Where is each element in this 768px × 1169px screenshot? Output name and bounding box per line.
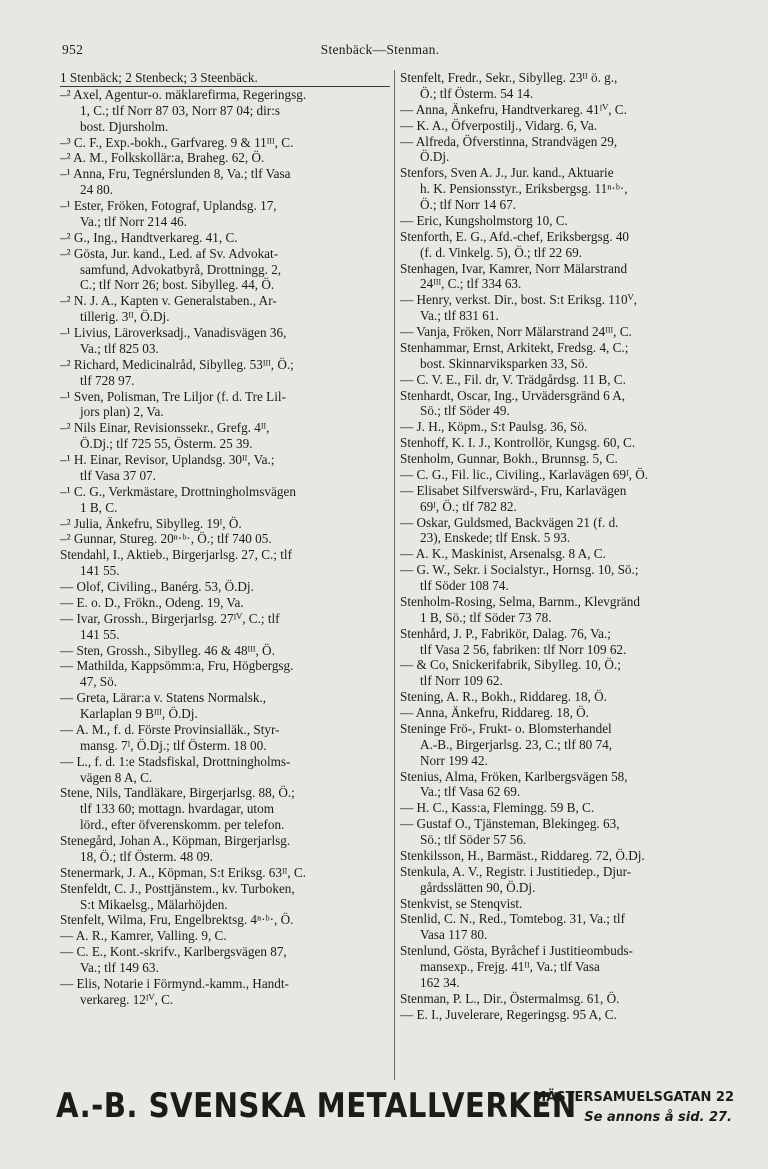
directory-line: — E. I., Juvelerare, Regeringsg. 95 A, C. [400,1006,617,1022]
directory-line: Stenegård, Johan A., Köpman, Birgerjarlsg. [60,833,291,848]
directory-line: bost. Djursholm. [80,118,169,134]
directory-line: 141 55. [80,626,120,642]
directory-line: mansexp., Frejg. 41ᴵᴵ, Va.; tlf Vasa [420,959,600,974]
directory-line: Stenhagen, Ivar, Kamrer, Norr Mälarstrand [400,260,628,276]
directory-line: Karlaplan 9 Bᴵᴵᴵ, Ö.Dj. [80,706,198,721]
directory-line: — A. R., Kamrer, Valling. 9, C. [60,928,227,944]
directory-line: Stenfors, Sven A. J., Jur. kand., Aktuarie [400,165,614,181]
directory-line: 1 B, Sö.; tlf Söder 73 78. [420,609,552,625]
directory-line: — J. H., Köpm., S:t Paulsg. 36, Sö. [400,419,588,435]
directory-line: — H. C., Kass:a, Flemingg. 59 B, C. [400,800,595,816]
directory-line: 1 Stenbäck; 2 Stenbeck; 3 Steenbäck. [60,70,390,87]
directory-line: Stenkilsson, H., Barmäst., Riddareg. 72, Ö.Dj. [400,847,645,863]
directory-line: C.; tlf Norr 26; bost. Sibylleg. 44, Ö. [80,277,275,293]
directory-line: Stenfelt, Wilma, Fru, Engelbrektsg. 4ⁿ·ᵇ·, Ö. [60,912,294,928]
directory-line: Ö.Dj.; tlf 725 55, Österm. 25 39. [80,436,253,452]
directory-line: — Mathilda, Kappsömm:a, Fru, Högbergsg. [60,658,294,674]
directory-line: lörd., efter öfverenskomm. per telefon. [80,817,285,833]
directory-line: — Oskar, Guldsmed, Backvägen 21 (f. d. [400,514,619,530]
left-column [60,70,390,1074]
directory-line: bost. Skinnarviksparken 33, Sö. [420,355,588,371]
directory-line: Stenlund, Gösta, Byråchef i Justitieombuds- [400,943,633,959]
directory-line: Norr 199 42. [420,752,488,768]
directory-line: (f. d. Vinkelg. 5), Ö.; tlf 22 69. [420,244,582,260]
directory-line: –¹ Livius, Läroverksadj., Vanadisvägen 36, [60,325,287,340]
directory-line: 69ᴵ, Ö.; tlf 782 82. [420,498,517,514]
directory-line: — C. V. E., Fil. dr, V. Trädgårdsg. 11 B, C. [400,371,626,387]
page-number: 952 [62,42,84,57]
directory-line: gårdsslätten 90, Ö.Dj. [420,879,536,895]
directory-line: Stendahl, I., Aktieb., Birgerjarlsg. 27, C.; tlf [60,547,292,563]
directory-line: 47, Sö. [80,674,118,690]
directory-line: Stenkvist, se Stenqvist. [400,895,523,911]
directory-line: Va.; tlf 831 61. [420,308,499,324]
directory-line: — Eric, Kungsholmstorg 10, C. [400,212,568,228]
directory-line: –² Nils Einar, Revisionssekr., Grefg. 4ᴵᴵ, [60,420,270,436]
directory-line: Stene, Nils, Tandläkare, Birgerjarlsg. 88, Ö.; [60,785,295,801]
directory-line: jors plan) 2, Va. [80,404,164,420]
directory-line: Stenlid, C. N., Red., Tomtebog. 31, Va.; tlf [400,911,625,927]
advertisement [56,1084,736,1140]
directory-line: — Vanja, Fröken, Norr Mälarstrand 24ᴵᴵᴵ, C. [400,324,632,339]
directory-line: — K. A., Öfverpostilj., Vidarg. 6, Va. [400,117,598,133]
directory-line: — E. o. D., Frökn., Odeng. 19, Va. [60,594,244,610]
directory-line: Stenholm, Gunnar, Bokh., Brunnsg. 5, C. [400,451,618,466]
directory-line: 1, C.; tlf Norr 87 03, Norr 87 04; dir:s [80,102,280,118]
directory-line: –² A. M., Folkskollär:a, Braheg. 62, Ö. [60,150,265,166]
directory-line: A.-B., Birgerjarlsg. 23, C.; tlf 80 74, [420,736,613,752]
directory-line: — Ivar, Grossh., Birgerjarlsg. 27ᴵⱽ, C.; tlf [60,610,280,626]
directory-line: –² Gunnar, Stureg. 20ⁿ·ᵇ·, Ö.; tlf 740 05. [60,531,272,547]
directory-line: — A. K., Maskinist, Arsenalsg. 8 A, C. [400,546,606,562]
directory-line: tillerig. 3ᴵᴵ, Ö.Dj. [80,309,170,325]
directory-line: — Sten, Grossh., Sibylleg. 46 & 48ᴵᴵᴵ, Ö. [60,642,275,658]
directory-line: –³ C. F., Exp.-bokh., Garfvareg. 9 & 11ᴵᴵᴵ, C. [60,134,294,150]
directory-line: –² G., Ing., Handtverkareg. 41, C. [60,229,238,245]
directory-line: Stenermark, J. A., Köpman, S:t Eriksg. 63ᴵᴵ, C. [60,864,306,880]
directory-line: verkareg. 12ᴵⱽ, C. [80,991,174,1007]
directory-line: Va.; tlf Norr 214 46. [80,213,187,229]
directory-line: Stenman, P. L., Dir., Östermalmsg. 61, Ö. [400,990,620,1006]
directory-line: 23), Enskede; tlf Ensk. 5 93. [420,530,571,546]
directory-line: Stenforth, E. G., Afd.-chef, Eriksbergsg. 40 [400,228,630,244]
directory-line: vägen 8 A, C. [80,769,153,785]
directory-line: Stenkula, A. V., Registr. i Justitiedep., Djur- [400,863,632,879]
directory-line: — Elisabet Silfverswärd-, Fru, Karlavägen [400,482,627,498]
ad-street: MÄSTERSAMUELSGATAN 22 [533,1090,734,1105]
directory-line: Stenhoff, K. I. J., Kontrollör, Kungsg. 60, C. [400,435,636,451]
directory-line: Stenholm-Rosing, Selma, Barnm., Klevgränd [400,593,640,609]
directory-line: tlf 133 60; mottagn. hvardagar, utom [80,801,274,817]
directory-line: — Greta, Lärar:a v. Statens Normalsk., [60,690,267,706]
directory-line: –¹ C. G., Verkmästare, Drottningholmsvägen [60,483,296,499]
directory-line: samfund, Advokatbyrå, Drottningg. 2, [80,261,282,277]
directory-line: Stening, A. R., Bokh., Riddareg. 18, Ö. [400,689,607,705]
directory-line: — Elis, Notarie i Förmynd.-kamm., Handt- [60,975,289,991]
directory-line: S:t Mikaelsg., Mälarhöjden. [80,896,228,912]
directory-line: Stenhardt, Oscar, Ing., Urvädersgränd 6 A, [400,387,626,403]
directory-line: Va.; tlf 149 63. [80,960,159,975]
directory-line: –¹ Sven, Polisman, Tre Liljor (f. d. Tre Lil- [60,388,286,404]
directory-line: — G. W., Sekr. i Socialstyr., Hornsg. 10, Sö.; [400,562,639,578]
directory-line: Ö.; tlf Norr 14 67. [420,197,516,212]
directory-line: Va.; tlf 825 03. [80,340,159,356]
directory-line: — A. M., f. d. Förste Provinsialläk., Styr- [60,721,280,737]
directory-line: — Olof, Civiling., Banérg. 53, Ö.Dj. [60,579,254,594]
page-header [62,42,698,62]
ad-brand: A.-B. SVENSKA METALLVERKEN [56,1086,577,1126]
directory-line: — & Co, Snickerifabrik, Sibylleg. 10, Ö.; [400,657,621,673]
directory-line: — L., f. d. 1:e Stadsfiskal, Drottningholms- [60,753,291,769]
directory-line: Ö.; tlf Österm. 54 14. [420,85,534,101]
directory-line: –² Gösta, Jur. kand., Led. af Sv. Advokat- [60,245,279,261]
directory-line: tlf Norr 109 62. [420,673,503,689]
directory-line: –² Richard, Medicinalråd, Sibylleg. 53ᴵᴵᴵ, Ö.; [60,356,294,372]
directory-line: Steninge Frö-, Frukt- o. Blomsterhandel [400,720,612,736]
right-column [400,70,730,1074]
directory-line: tlf Söder 108 74. [420,578,509,593]
directory-line: — Gustaf O., Tjänsteman, Blekingeg. 63, [400,816,620,832]
directory-line: –¹ Anna, Fru, Tegnérslunden 8, Va.; tlf Vasa [60,166,291,182]
directory-line: 162 34. [420,974,460,990]
directory-line: 1 B, C. [80,499,118,515]
directory-line: Stenhård, J. P., Fabrikör, Dalag. 76, Va.; [400,625,611,641]
directory-line: — Alfreda, Öfverstinna, Strandvägen 29, [400,133,618,149]
directory-line: tlf 728 97. [80,372,135,388]
directory-line: Vasa 117 80. [420,927,488,943]
directory-line: — C. E., Kont.-skrifv., Karlbergsvägen 87, [60,944,287,960]
ad-page-reference: Se annons å sid. 27. [584,1110,732,1125]
directory-line: Va.; tlf Vasa 62 69. [420,784,521,800]
directory-line: tlf Vasa 2 56, fabriken: tlf Norr 109 62. [420,641,627,657]
directory-line: 18, Ö.; tlf Österm. 48 09. [80,848,213,864]
directory-line: h. K. Pensionsstyr., Eriksbergsg. 11ⁿ·ᵇ·, [420,181,628,197]
directory-line: 141 55. [80,563,120,579]
running-title: Stenbäck—Stenman. [320,42,440,57]
directory-line: Stenius, Alma, Fröken, Karlbergsvägen 58, [400,768,628,784]
directory-line: Sö.; tlf Söder 57 56. [420,832,527,847]
directory-line: Ö.Dj. [420,149,450,165]
directory-line: — C. G., Fil. lic., Civiling., Karlavägen 69ᴵ, Ö. [400,466,649,482]
directory-line: 24 80. [80,182,113,198]
directory-line: –¹ Ester, Fröken, Fotograf, Uplandsg. 17, [60,198,277,213]
directory-line: –² N. J. A., Kapten v. Generalstaben., Ar- [60,293,277,309]
directory-line: –¹ H. Einar, Revisor, Uplandsg. 30ᴵᴵ, Va.; [60,452,275,467]
directory-line: Stenfelt, Fredr., Sekr., Sibylleg. 23ᴵᴵ ö. g., [400,70,618,85]
directory-line: — Anna, Änkefru, Handtverkareg. 41ᴵⱽ, C. [400,101,627,117]
directory-line: Sö.; tlf Söder 49. [420,403,510,419]
column-divider [394,70,395,1080]
directory-line: tlf Vasa 37 07. [80,467,156,483]
directory-line: mansg. 7ᴵ, Ö.Dj.; tlf Österm. 18 00. [80,737,267,753]
directory-line: 24ᴵᴵᴵ, C.; tlf 334 63. [420,276,522,292]
directory-line: –² Axel, Agentur-o. mäklarefirma, Regeringsg. [60,86,307,102]
directory-line: — Henry, verkst. Dir., bost. S:t Eriksg. 110ⱽ, [400,292,637,308]
directory-line: — Anna, Änkefru, Riddareg. 18, Ö. [400,705,589,720]
directory-line: Stenhammar, Ernst, Arkitekt, Fredsg. 4, C.; [400,339,629,355]
directory-line: Stenfeldt, C. J., Posttjänstem., kv. Turboken, [60,880,295,896]
directory-line: –² Julia, Änkefru, Sibylleg. 19ᴵ, Ö. [60,515,242,531]
